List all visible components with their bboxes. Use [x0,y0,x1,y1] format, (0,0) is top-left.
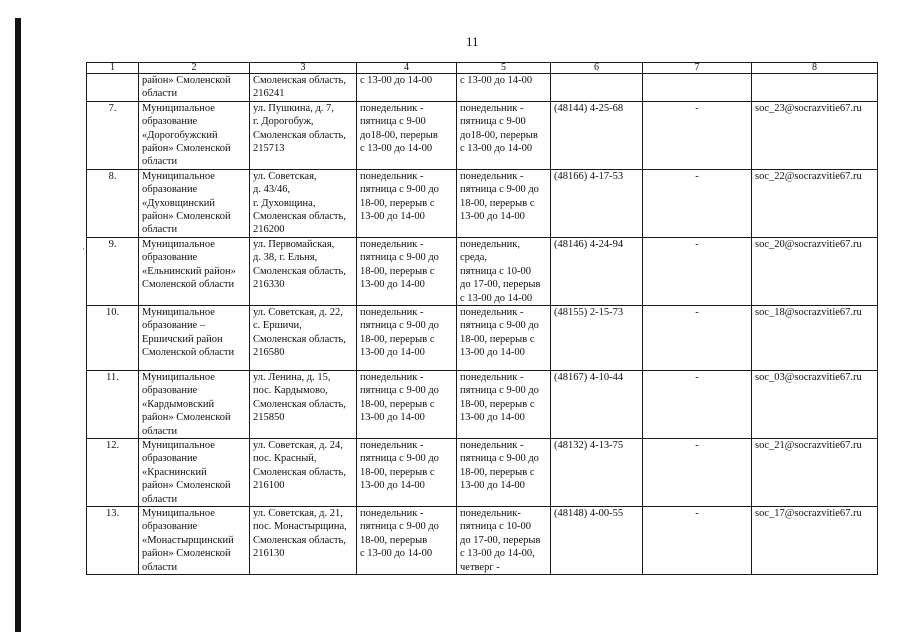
text-line: 18-00, перерыв с [360,466,435,478]
num-cell: 12. [87,438,139,506]
text-line: «Дорогобужский [142,129,218,141]
municipality-cell [139,438,250,506]
text-line: район» Смоленской [142,211,231,223]
col7-cell: - [643,305,752,370]
header-cell: 3 [250,63,357,74]
municipality-cell [139,74,250,102]
phone-cell: (48146) 4-24-94 [551,237,643,305]
text-line: пятница с 9-00 до [360,252,439,264]
table-row [87,237,878,305]
phone-cell: (48155) 2-15-73 [551,305,643,370]
text-line: район» Смоленской [142,75,231,86]
text-line: д. 38, г. Ельня, [253,252,318,264]
header-row [87,63,878,74]
text-line: пятница с 9-00 до [460,453,539,465]
text-line: 18-00, перерыв с [460,333,535,345]
table-row [87,169,878,237]
text-line: понедельник - [460,102,524,114]
text-line: 216200 [253,224,285,236]
municipality-cell [139,305,250,370]
page-number: 11 [466,34,479,49]
text-line: понедельник - [360,371,424,383]
municipality-cell [139,506,250,574]
text-line: четверг - [460,561,500,573]
hours-alt-cell [457,237,551,305]
hours-cell [357,169,457,237]
text-line: 18-00, перерыв с [460,466,535,478]
table-row [87,370,878,438]
text-line: понедельник - [460,170,524,182]
text-line: до18-00, перерыв [360,129,438,141]
continuation-row [87,74,878,102]
col7-cell: - [643,237,752,305]
table-row [87,438,878,506]
text-line: 18-00, перерыв с [360,265,435,277]
header-cell: 8 [752,63,878,74]
municipality-cell [139,370,250,438]
text-line: Смоленская область, [253,129,346,141]
header-cell: 7 [643,63,752,74]
email-cell: soc_21@socrazvitie67.ru [752,438,878,506]
hours-cell [357,506,457,574]
text-line: 18-00, перерыв с [360,197,435,209]
text-line: с 13-00 до 14-00 [460,75,533,86]
hours-alt-cell [457,506,551,574]
num-cell: 9. [87,237,139,305]
text-line: район» Смоленской [142,143,231,155]
text-line: пятница с 9-00 до [360,521,439,533]
text-line: образование [142,453,198,465]
municipality-cell [139,169,250,237]
text-line: Муниципальное [142,371,215,383]
text-line: понедельник - [460,306,524,318]
col7-cell: - [643,101,752,169]
text-line: до18-00, перерыв [460,129,538,141]
hours-alt-cell [457,305,551,370]
text-line: области [142,156,178,168]
text-line: «Краснинский [142,466,207,478]
hours-alt-cell [457,101,551,169]
phone-cell: (48148) 4-00-55 [551,506,643,574]
hours-cell [357,305,457,370]
text-line: понедельник - [360,507,424,519]
table-row [87,305,878,370]
text-line: понедельник - [360,102,424,114]
text-line: д. 43/46, [253,184,291,196]
text-line: пятница с 9-00 [360,116,426,128]
scan-speck: · [82,244,85,254]
text-line: понедельник - [460,371,524,383]
phone-cell: (48167) 4-10-44 [551,370,643,438]
email-cell: soc_23@socrazvitie67.ru [752,101,878,169]
hours-cell [357,237,457,305]
table-row [87,506,878,574]
text-line: с 13-00 до 14-00, [460,548,535,560]
text-line: образование [142,385,198,397]
text-line: понедельник - [360,439,424,451]
text-line: Смоленская область, [253,534,346,546]
email-cell: soc_03@socrazvitie67.ru [752,370,878,438]
text-line: 13-00 до 14-00 [360,480,425,492]
text-line: области [142,493,178,505]
address-cell [250,237,357,305]
text-line: пос. Монастырщина, [253,521,347,533]
text-line: 13-00 до 14-00 [460,347,525,359]
col7-cell [643,74,752,102]
text-line: Смоленская область, [253,398,346,410]
text-line: образование [142,252,198,264]
phone-cell: (48144) 4-25-68 [551,101,643,169]
text-line: 13-00 до 14-00 [460,412,525,424]
text-line: «Ельнинский район» [142,265,236,277]
text-line: район» Смоленской [142,412,231,424]
text-line: образование [142,184,198,196]
address-cell [250,169,357,237]
text-line: ул. Ленина, д. 15, [253,371,331,383]
text-line: пятница с 9-00 до [360,184,439,196]
text-line: Муниципальное [142,102,215,114]
address-cell [250,370,357,438]
email-cell: soc_17@socrazvitie67.ru [752,506,878,574]
text-line: пятница с 9-00 до [460,320,539,332]
text-line: пос. Красный, [253,453,317,465]
text-line: области [142,88,178,100]
phone-cell [551,74,643,102]
text-line: пятница с 9-00 [460,116,526,128]
text-line: 216330 [253,279,285,291]
text-line: г. Дорогобуж, [253,116,314,128]
text-line: с 13-00 до 14-00 [460,143,533,155]
address-cell [250,438,357,506]
text-line: пятница с 10-00 [460,265,531,277]
col7-cell: - [643,438,752,506]
text-line: образование [142,521,198,533]
text-line: до 17-00, перерыв [460,534,541,546]
text-line: образование – [142,320,206,332]
text-line: с 13-00 до 14-00 [360,143,433,155]
col7-cell: - [643,506,752,574]
text-line: ул. Советская, д. 21, [253,507,343,519]
email-cell: soc_22@socrazvitie67.ru [752,169,878,237]
services-table [86,62,878,575]
text-line: понедельник- [460,507,521,519]
text-line: 216100 [253,480,285,492]
text-line: пятница с 9-00 до [360,320,439,332]
phone-cell: (48132) 4-13-75 [551,438,643,506]
text-line: Муниципальное [142,238,215,250]
num-cell [87,74,139,102]
text-line: район» Смоленской [142,480,231,492]
text-line: понедельник - [360,238,424,250]
text-line: пятница с 10-00 [460,521,531,533]
num-cell: 8. [87,169,139,237]
text-line: 13-00 до 14-00 [460,211,525,223]
text-line: с 13-00 до 14-00 [360,75,433,86]
text-line: понедельник - [460,439,524,451]
text-line: пятница с 9-00 до [360,453,439,465]
text-line: среда, [460,252,488,264]
text-line: пятница с 9-00 до [360,385,439,397]
text-line: район» Смоленской [142,548,231,560]
text-line: Ершичский район [142,333,223,345]
text-line: ул. Первомайская, [253,238,335,250]
page-edge-bar [15,18,21,632]
text-line: 18-00, перерыв [360,534,428,546]
text-line: с 13-00 до 14-00 [460,292,533,304]
text-line: с 13-00 до 14-00 [360,548,433,560]
text-line: Муниципальное [142,306,215,318]
num-cell: 11. [87,370,139,438]
hours-alt-cell [457,74,551,102]
address-cell [250,74,357,102]
text-line: 13-00 до 14-00 [360,412,425,424]
text-line: пятница с 9-00 до [460,385,539,397]
email-cell [752,74,878,102]
text-line: Смоленской области [142,347,235,359]
header-cell: 5 [457,63,551,74]
num-cell: 10. [87,305,139,370]
text-line: 216580 [253,347,285,359]
header-cell: 6 [551,63,643,74]
header-cell: 4 [357,63,457,74]
text-line: понедельник - [360,170,424,182]
text-line: 216241 [253,88,285,100]
text-line: ул. Советская, д. 22, [253,306,343,318]
text-line: 215713 [253,143,285,155]
text-line: ул. Пушкина, д. 7, [253,102,334,114]
text-line: г. Духовщина, [253,197,316,209]
table-row [87,101,878,169]
text-line: понедельник - [360,306,424,318]
text-line: 18-00, перерыв с [460,197,535,209]
text-line: «Духовщинский [142,197,216,209]
text-line: пятница с 9-00 до [460,184,539,196]
text-line: Смоленская область, [253,211,346,223]
text-line: Муниципальное [142,170,215,182]
text-line: образование [142,116,198,128]
text-line: 13-00 до 14-00 [360,279,425,291]
email-cell: soc_20@socrazvitie67.ru [752,237,878,305]
address-cell [250,506,357,574]
text-line: ул. Советская, [253,170,317,182]
text-line: Смоленская область, [253,466,346,478]
text-line: области [142,425,178,437]
email-cell: soc_18@socrazvitie67.ru [752,305,878,370]
text-line: пос. Кардымово, [253,385,328,397]
text-line: Смоленская область, [253,333,346,345]
hours-cell [357,370,457,438]
text-line: Муниципальное [142,439,215,451]
address-cell [250,305,357,370]
text-line: «Монастырщинский [142,534,234,546]
hours-alt-cell [457,169,551,237]
text-line: 13-00 до 14-00 [360,211,425,223]
text-line: 216130 [253,548,285,560]
hours-alt-cell [457,438,551,506]
hours-cell [357,74,457,102]
text-line: ул. Советская, д. 24, [253,439,343,451]
hours-alt-cell [457,370,551,438]
municipality-cell [139,237,250,305]
text-line: 13-00 до 14-00 [360,347,425,359]
num-cell: 7. [87,101,139,169]
municipality-cell [139,101,250,169]
col7-cell: - [643,169,752,237]
address-cell [250,101,357,169]
hours-cell [357,101,457,169]
col7-cell: - [643,370,752,438]
text-line: 18-00, перерыв с [360,398,435,410]
text-line: 215850 [253,412,285,424]
text-line: 13-00 до 14-00 [460,480,525,492]
text-line: «Кардымовский [142,398,215,410]
text-line: Муниципальное [142,507,215,519]
text-line: с. Ершичи, [253,320,302,332]
text-line: Смоленская область, [253,75,346,86]
text-line: 18-00, перерыв с [460,398,535,410]
phone-cell: (48166) 4-17-53 [551,169,643,237]
text-line: области [142,561,178,573]
text-line: области [142,224,178,236]
text-line: Смоленская область, [253,265,346,277]
text-line: 18-00, перерыв с [360,333,435,345]
text-line: до 17-00, перерыв [460,279,541,291]
text-line: Смоленской области [142,279,235,291]
text-line: понедельник, [460,238,521,250]
header-cell: 1 [87,63,139,74]
num-cell: 13. [87,506,139,574]
hours-cell [357,438,457,506]
header-cell: 2 [139,63,250,74]
